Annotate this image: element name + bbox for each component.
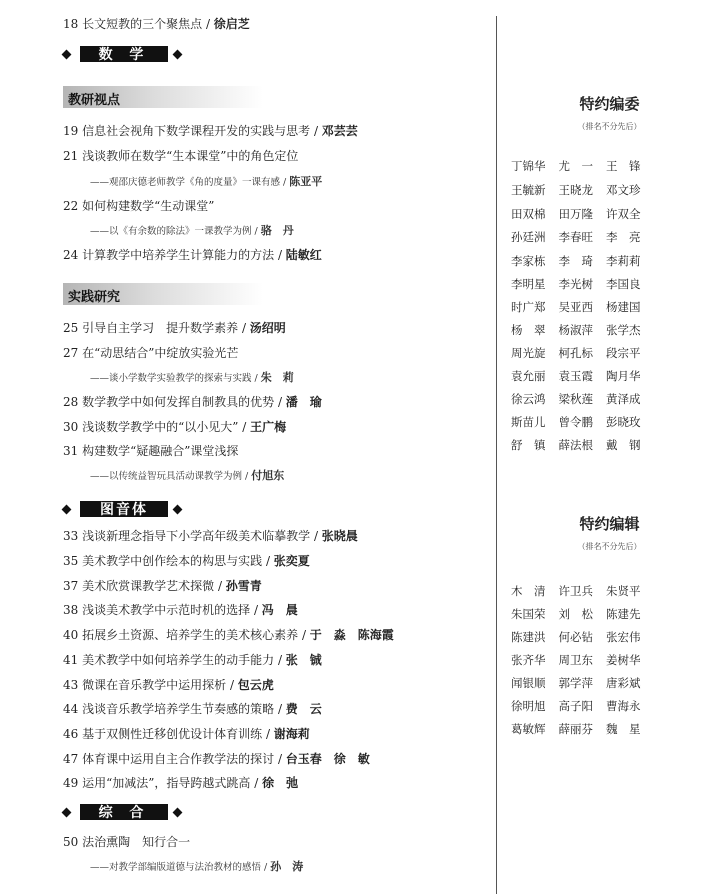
board-row: 斯苗儿 曾令鹏 彭晓玫 (511, 415, 641, 429)
section-banner-math (63, 45, 183, 63)
section-band-research (63, 86, 263, 108)
toc-entry[interactable]: 27 在“动思结合”中绽放实验光芒 (63, 346, 239, 360)
diamond-icon (173, 807, 183, 817)
board-row: 孙廷洲 李春旺 李 亮 (511, 230, 641, 244)
toc-entry[interactable]: 47 体育课中运用自主合作教学法的探讨 / 台玉春 徐 敏 (63, 752, 370, 766)
board-row: 王毓新 王晓龙 邓文珍 (511, 183, 641, 197)
toc-subtitle: ——以传统益智玩具活动课教学为例 / 付旭东 (90, 469, 285, 482)
toc-entry[interactable]: 18 长文短教的三个聚焦点 / 徐启芝 (63, 17, 250, 31)
editors-note: （排名不分先后） (577, 542, 642, 551)
toc-entry[interactable]: 37 美术欣赏课教学艺术探微 / 孙雪青 (63, 579, 262, 593)
toc-entry[interactable]: 49 运用“加减法”，指导跨越式跳高 / 徐 弛 (63, 776, 299, 790)
toc-entry[interactable]: 38 浅谈美术教学中示范时机的选择 / 冯 晨 (63, 603, 298, 617)
toc-entry[interactable]: 31 构建数学“疑趣融合”课堂浅探 (63, 444, 239, 458)
diamond-icon (173, 504, 183, 514)
toc-entry[interactable]: 50 法治熏陶 知行合一 (63, 835, 191, 849)
toc-entry[interactable]: 46 基于双侧性迁移创优设计体育训练 / 谢海莉 (63, 727, 310, 741)
diamond-icon (62, 49, 72, 59)
board-row: 李明星 李光树 李国良 (511, 277, 641, 291)
section-banner-art (63, 500, 183, 518)
toc-subtitle: ——以《有余数的除法》一课教学为例 / 骆 丹 (90, 224, 294, 237)
board-row: 田双棉 田万隆 许双全 (511, 207, 641, 221)
toc-subtitle: ——对教学部编版道德与法治教材的感悟 / 孙 涛 (90, 860, 304, 873)
editorial-board-panel (497, 0, 722, 895)
toc-entry[interactable]: 33 浅谈新理念指导下小学高年级美术临摹教学 / 张晓晨 (63, 529, 358, 543)
toc-entry[interactable]: 19 信息社会视角下数学课程开发的实践与思考 / 邓芸芸 (63, 124, 358, 138)
board-row: 周光旋 柯孔标 段宗平 (511, 346, 641, 360)
diamond-icon (173, 49, 183, 59)
diamond-icon (62, 504, 72, 514)
toc-subtitle: ——谈小学数学实验教学的探索与实践 / 朱 莉 (90, 371, 294, 384)
toc-entry[interactable]: 35 美术教学中创作绘本的构思与实践 / 张奕夏 (63, 554, 310, 568)
toc-entry[interactable]: 40 拓展乡土资源、培养学生的美术核心素养 / 于 淼 陈海霞 (63, 628, 394, 642)
toc-entry[interactable]: 22 如何构建数学“生动课堂” (63, 199, 215, 213)
toc-entry[interactable]: 43 微课在音乐教学中运用探析 / 包云虎 (63, 678, 274, 692)
board-row: 丁锦华 尤 一 王 锋 (511, 159, 641, 173)
toc-entry[interactable]: 41 美术教学中如何培养学生的动手能力 / 张 铖 (63, 653, 322, 667)
section-title: 图音体 (80, 501, 168, 517)
section-banner-general (63, 803, 183, 821)
board-row: 时广郑 吴亚西 杨建国 (511, 300, 641, 314)
editor-row: 朱国荣 刘 松 陈建先 (511, 607, 641, 621)
editor-row: 闻银顺 郭学萍 唐彩斌 (511, 676, 641, 690)
board-row: 李家栋 李 琦 李莉莉 (511, 254, 641, 268)
toc-subtitle: ——观邵庆德老师教学《角的度量》一课有感 / 陈亚平 (90, 175, 323, 188)
board-row: 杨 翠 杨淑萍 张学杰 (511, 323, 641, 337)
diamond-icon (62, 807, 72, 817)
toc-entry[interactable]: 24 计算教学中培养学生计算能力的方法 / 陆敏红 (63, 248, 322, 262)
toc-entry[interactable]: 30 浅谈数学教学中的“以小见大” / 王广梅 (63, 420, 287, 434)
toc-entry[interactable]: 44 浅谈音乐教学培养学生节奏感的策略 / 费 云 (63, 702, 322, 716)
editor-row: 葛敏辉 薛丽芬 魏 星 (511, 722, 641, 736)
section-title: 实践研究 (68, 290, 121, 305)
board-row: 舒 镇 薛法根 戴 钢 (511, 438, 641, 452)
section-title: 数 学 (80, 46, 168, 62)
section-band-practice (63, 283, 263, 305)
section-title: 教研视点 (68, 93, 121, 108)
toc-entry[interactable]: 28 数学教学中如何发挥自制教具的优势 / 潘 瑜 (63, 395, 322, 409)
toc-entry[interactable]: 21 浅谈教师在数学“生本课堂”中的角色定位 (63, 149, 299, 163)
board-title: 特约编委 (579, 95, 640, 113)
editor-row: 木 清 许卫兵 朱贤平 (511, 584, 641, 598)
editor-row: 徐明旭 高子阳 曹海永 (511, 699, 641, 713)
board-row: 袁允丽 袁玉霞 陶月华 (511, 369, 641, 383)
editor-row: 陈建洪 何必钻 张宏伟 (511, 630, 641, 644)
board-row: 徐云鸿 梁秋莲 黄泽成 (511, 392, 641, 406)
editors-title: 特约编辑 (579, 515, 640, 533)
editor-row: 张齐华 周卫东 姜树华 (511, 653, 641, 667)
toc-entry[interactable]: 25 引导自主学习 提升数学素养 / 汤绍明 (63, 321, 286, 335)
section-title: 综 合 (80, 804, 168, 820)
board-note: （排名不分先后） (577, 122, 642, 131)
